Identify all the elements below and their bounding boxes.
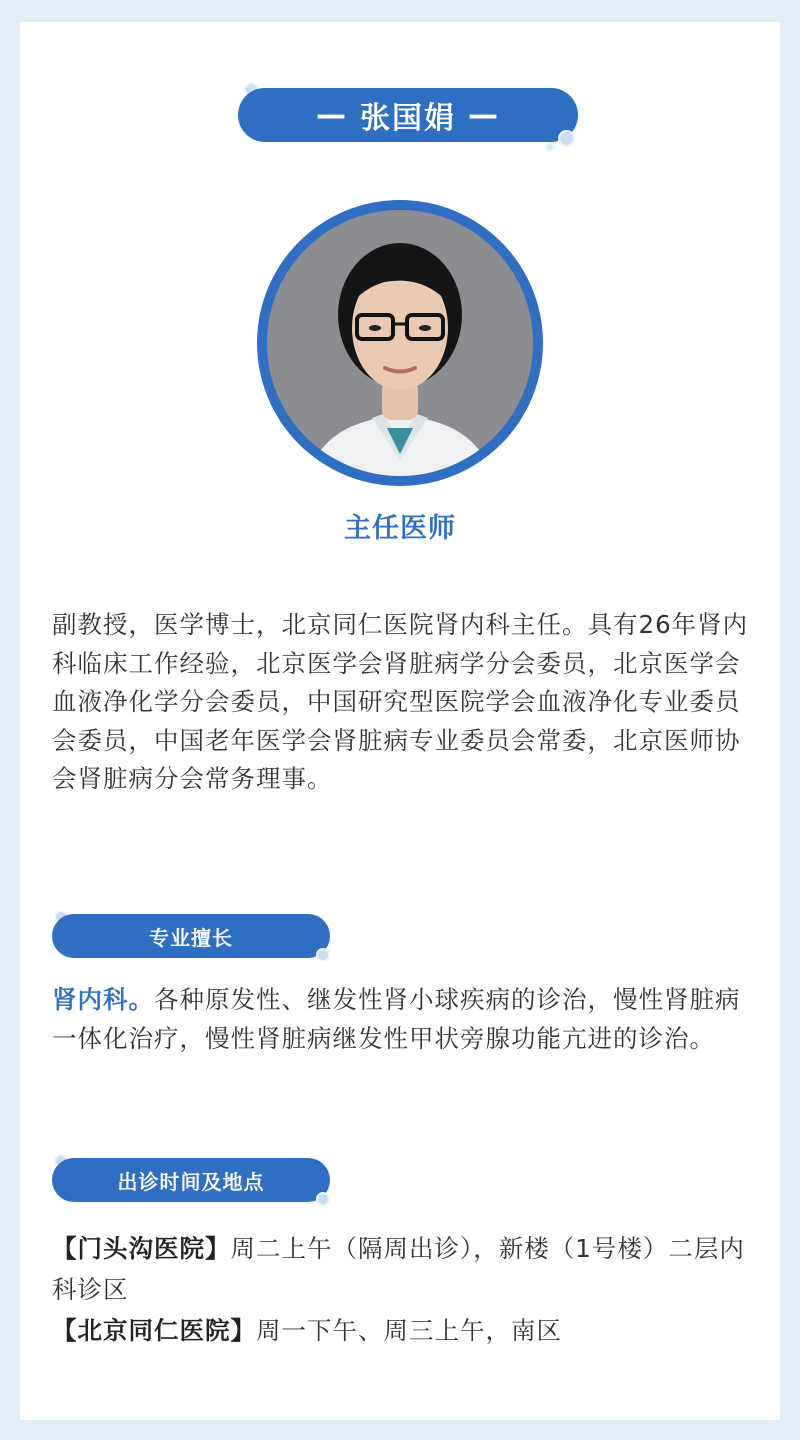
doctor-name-banner [238,88,578,142]
doctor-title: 主任医师 [344,513,456,544]
decor-dot [316,948,330,962]
decor-dot [558,130,575,147]
avatar [267,210,533,476]
specialty-heading [52,914,330,958]
clinic-heading [52,1158,330,1202]
clinic-entry [52,1310,758,1351]
specialty-department: 肾内科。 [52,985,154,1014]
specialty-text [52,980,754,1058]
name-dash-left: — [316,97,348,133]
avatar-frame [257,200,543,486]
doctor-bio: 副教授，医学博士，北京同仁医院肾内科主任。具有26年肾内科临床工作经验，北京医学会肾脏病学分会委员，北京医学会血液净化学分会委员，中国研究型医院学会血液净化专业委员会委员，中国老年医学会肾脏病专业委员会常委，北京医师协会肾脏病分会常务理事。 [52,610,749,793]
clinic-schedule [52,1228,758,1351]
clinic-hospital-name: 【门头沟医院】 [52,1234,231,1263]
clinic-schedule-text: 周一下午、周三上午，南区 [256,1316,562,1345]
name-dash-right: — [468,97,500,133]
clinic-entry [52,1228,758,1310]
profile-card [20,22,780,1420]
clinic-hospital-name: 【北京同仁医院】 [52,1316,256,1345]
decor-dot [545,142,555,152]
clinic-heading-label: 出诊时间及地点 [117,1169,265,1194]
doctor-portrait-image [267,210,533,476]
specialty-description: 各种原发性、继发性肾小球疾病的诊治，慢性肾脏病一体化治疗，慢性肾脏病继发性甲状旁腺功能亢进的诊治。 [52,985,741,1053]
specialty-heading-label: 专业擅长 [149,925,233,950]
doctor-name: 张国娟 [360,101,456,136]
clinic-schedule-text: 周二上午（隔周出诊），新楼（1号楼）二层内科诊区 [52,1234,745,1304]
decor-dot [316,1192,330,1206]
